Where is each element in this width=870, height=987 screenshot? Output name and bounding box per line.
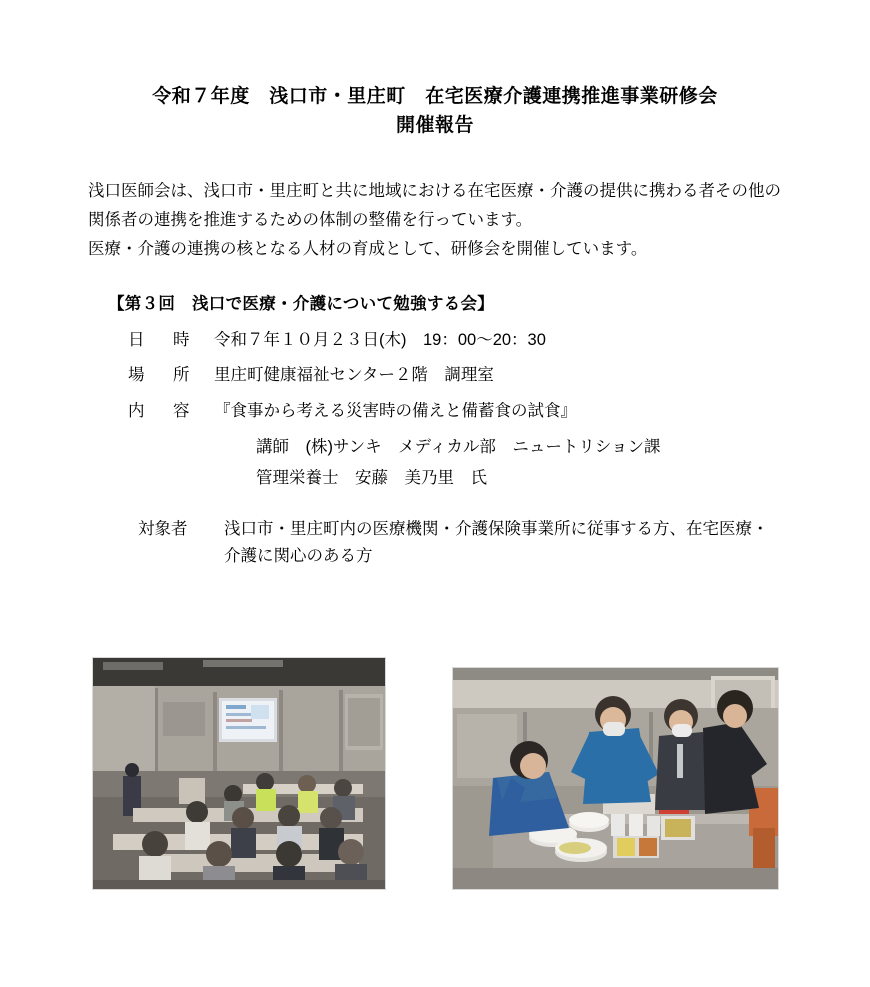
lecturer-name: 管理栄養士 安藤 美乃里 氏	[256, 469, 487, 488]
photo-tasting-table-image	[453, 668, 778, 889]
lecturer-affiliation: 講師 (株)サンキ メディカル部 ニュートリション課	[256, 437, 661, 456]
detail-label-content: 内 容	[128, 402, 196, 420]
detail-label-place: 場 所	[128, 366, 196, 385]
detail-value-date: 令和７年１０月２３日(木) 19：00～20：30	[214, 330, 546, 349]
document-page	[0, 82, 870, 987]
intro-paragraph	[88, 177, 788, 264]
document-title	[0, 82, 870, 141]
photo-gallery	[0, 657, 870, 897]
detail-value-content: 『食事から考える災害時の備えと備蓄食の試食』	[214, 402, 577, 420]
event-detail-list	[0, 328, 870, 424]
detail-row-place	[0, 363, 870, 388]
photo-lecture-room-image	[93, 658, 385, 889]
intro-line-2: 医療・介護の連携の核となる人材の育成として、研修会を開催しています。	[88, 239, 648, 258]
target-audience-label: 対象者	[138, 519, 188, 538]
title-line-1: 令和７年度 浅口市・里庄町 在宅医療介護連携推進事業研修会	[152, 86, 718, 107]
detail-value-place: 里庄町健康福祉センター２階 調理室	[214, 366, 494, 385]
lecturer-row	[0, 435, 870, 461]
target-audience-row	[0, 516, 870, 570]
lecturer-name-row	[0, 466, 870, 492]
photo-lecture-room	[92, 657, 386, 890]
photo-tasting-table	[452, 667, 779, 890]
section-heading: 【第３回 浅口で医療・介護について勉強する会】	[108, 294, 495, 313]
title-line-2: 開催報告	[395, 115, 474, 137]
intro-line-1: 浅口医師会は、浅口市・里庄町と共に地域における在宅医療・介護の提供に携わる者その他の関係者の連携を推進するための体制の整備を行っています。	[88, 181, 781, 229]
target-audience-value: 浅口市・里庄町内の医療機関・介護保険事業所に従事する方、在宅医療・介護に関心のある方	[224, 519, 769, 566]
detail-row-date	[0, 328, 870, 353]
detail-row-content	[0, 399, 870, 424]
detail-label-date: 日 時	[128, 330, 196, 349]
